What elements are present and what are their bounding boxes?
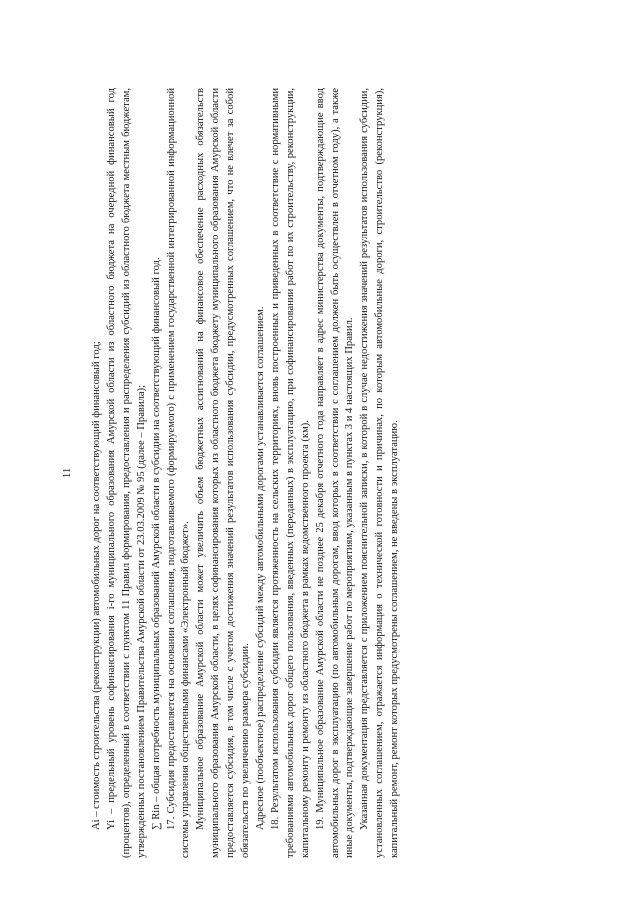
paragraph: Адресное (пообъектное) распределение субсидий между автомобильными дорогами устанавливается соглашением. — [254, 306, 266, 830]
paragraph: Yi – предельный уровень софинансирования i-го муниципального образования Амурской области из областного бюджета на очередной финансовый год (процентов), определенный в соответствии с пунктом 11 Правил формирования, предоставления и распределения субсидий из областного бюджета местным бюджетам, утвержденных постановлением Правительства Амурской области от 23.03.2009 № 95 (далее – Правила); — [105, 88, 147, 858]
page-number: 11 — [61, 467, 73, 479]
paragraph: Указанная документация представляется с приложением пояснительной записки, в которой в случае недостижения значений результатов использования субсидии, установленных соглашением, отражается информация о технической готовности и причинах, по которым автомобильные дороги, строительство (реконструкция), капитальный ремонт, ремонт которых предусмотрены соглашением, не введены в эксплуатацию. — [359, 88, 401, 858]
paragraph: 17. Субсидия предоставляется на основании соглашения, подготавливаемого (формируемого) с применением государственной интегрированной информационной системы управления общественными финансами «Электронный бюджет». — [165, 88, 192, 858]
paragraph: Ai – стоимость строительства (реконструкции) автомобильных дорог на соответствующий финансовый год; — [91, 341, 102, 830]
rotated-text-block — [61, 88, 560, 858]
paragraph: 18. Результатом использования субсидии является протяженность на сельских территориях, вновь построенных и приведенных в соответствие с нормативными требованиями автомобильных дорог общего пользования, введенных (переданных) в эксплуатацию, при софинансировании работ по их строительству, реконструкции, капитальному ремонту и ремонту из областного бюджета в рамках ведомственного проекта (км). — [269, 88, 311, 858]
paragraph: 19. Муниципальное образование Амурской области не позднее 25 декабря отчетного года направляет в адрес министерства документы, подтверждающие ввод автомобильных дорог в эксплуатацию (по автомобильным дорогам, ввод которых в соответствии с соглашением должен быть осуществлен в отчетном году), а также иные документы, подтверждающие завершение работ по мероприятиям, указанным в пунктах 3 и 4 настоящих Правил. — [314, 88, 356, 858]
paragraph: Муниципальное образование Амурской области может увеличить объем бюджетных ассигнований на финансовое обеспечение расходных обязательств муниципального образования Амурской области, в целях софинансирования которых из областного бюджета бюджету муниципального образования Амурской области предоставляется субсидия, в том числе с учетом достижения значений результатов использования субсидии, предусмотренных соглашением, что не влечет за собой обязательств по увеличению размера субсидии. — [195, 88, 252, 858]
paragraph: ∑ Rin – общая потребность муниципальных образований Амурской области в субсидии на соответствующий финансовый год. — [150, 257, 162, 830]
